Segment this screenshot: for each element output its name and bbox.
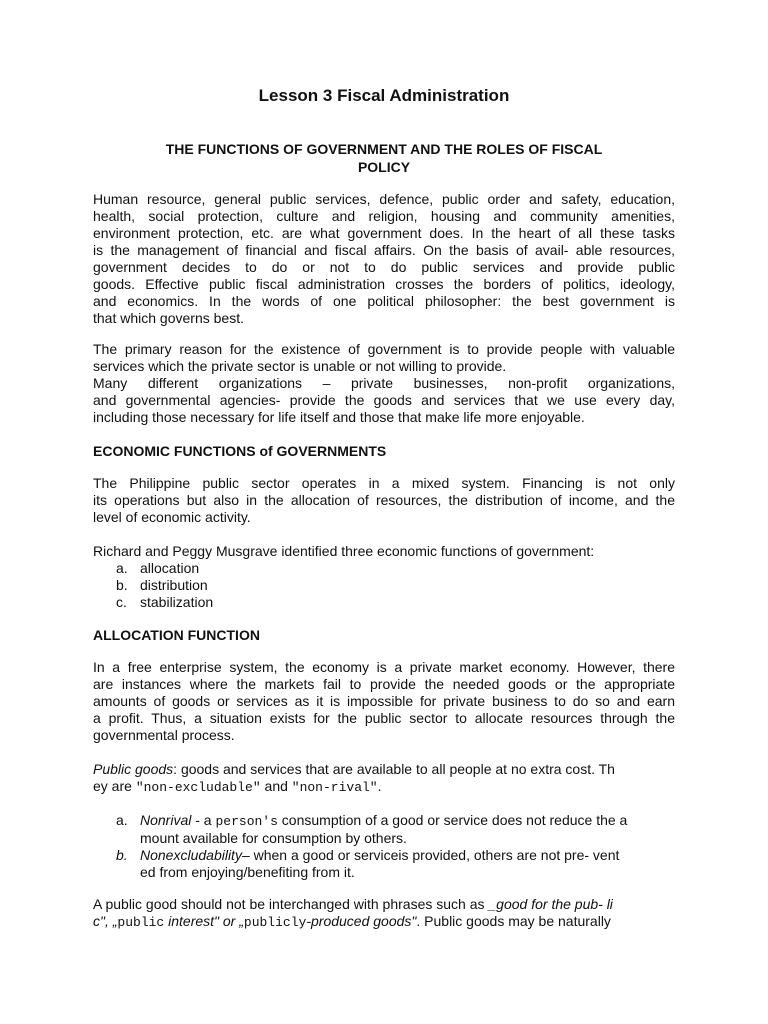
- paragraph-line: governmental process.: [93, 727, 235, 743]
- note-text-italic: -produced goods": [306, 913, 417, 929]
- term-public-goods: Public goods: [93, 761, 174, 777]
- definition-text: : goods and services that are available to all people at no extra cost. Th: [173, 761, 615, 777]
- note-text-italic: c", „: [93, 913, 118, 929]
- paragraph-line: The Philippine public sector operates in a mixed system. Financing is not only: [93, 475, 675, 491]
- list-marker: a.: [116, 812, 128, 828]
- definition-body: [140, 812, 627, 847]
- definitions-list: [116, 812, 676, 881]
- functions-list: [116, 560, 676, 611]
- paragraph-line: mount available for consumption by others.: [140, 830, 407, 846]
- paragraph-free-enterprise: [93, 659, 675, 744]
- paragraph-line: its operations but also in the allocation of resources, the distribution of income, and the: [93, 492, 675, 508]
- paragraph-line: including those necessary for life itself and those that make life more enjoyable.: [93, 409, 585, 425]
- paragraph-line: government decides to do or not to do public services and provide public: [93, 259, 675, 275]
- note-text-mono: public: [117, 915, 165, 930]
- paragraph-line: In a free enterprise system, the economy is a private market economy. However, there: [93, 659, 675, 675]
- paragraph-line: [140, 812, 627, 830]
- list-item: [116, 594, 676, 611]
- paragraph-line: ed from enjoying/benefiting from it.: [140, 864, 355, 880]
- paragraph-line: that which governs best.: [93, 310, 244, 326]
- paragraph-mixed-system: [93, 475, 675, 526]
- note-text: . Public goods may be naturally: [416, 913, 611, 929]
- paragraph-line: [93, 913, 675, 931]
- paragraph-line: [93, 761, 675, 778]
- list-item: [116, 812, 676, 847]
- paragraph-line: and economics. In the words of one political philosopher: the best government is: [93, 293, 675, 309]
- term-nonrival: Nonrival: [140, 812, 192, 828]
- paragraph-line: Human resource, general public services, defence, public order and safety, education,: [93, 191, 675, 207]
- subtitle-line: POLICY: [357, 159, 411, 175]
- note-text-italic: _good for the pub- li: [488, 896, 613, 912]
- document-title: Lesson 3 Fiscal Administration: [258, 86, 510, 105]
- definition-text: person's: [215, 814, 278, 829]
- definition-text: consumption of a good or service does not reduce the a: [277, 812, 628, 828]
- list-label: stabilization: [140, 594, 214, 610]
- paragraph-line: Many different organizations – private businesses, non-profit organizations,: [93, 375, 675, 391]
- section-subtitle: [130, 140, 638, 176]
- list-marker: a.: [116, 560, 128, 576]
- paragraph-line: health, social protection, culture and religion, housing and community amenities,: [93, 208, 675, 224]
- paragraph-musgrave: Richard and Peggy Musgrave identified three economic functions of government:: [93, 543, 595, 559]
- paragraph-line: The primary reason for the existence of government is to provide people with valuable: [93, 341, 675, 357]
- paragraph-line: goods. Effective public fiscal administration crosses the borders of politics, ideology,: [93, 276, 675, 292]
- list-label: allocation: [140, 560, 200, 576]
- conjunction-text: and: [260, 778, 292, 794]
- note-text: A public good should not be interchanged with phrases such as: [93, 896, 489, 912]
- paragraph-line: is the management of financial and fiscal affairs. On the basis of avail- able resources,: [93, 242, 675, 258]
- term-nonexcludability: Nonexcludability: [140, 847, 242, 863]
- list-label: distribution: [140, 577, 208, 593]
- definition-text: ey are: [93, 778, 136, 794]
- heading-allocation-function: ALLOCATION FUNCTION: [93, 627, 260, 643]
- paragraph-public-good-note: [93, 896, 675, 931]
- paragraph-line: environment protection, etc. are what government does. In the heart of all these tasks: [93, 225, 675, 241]
- paragraph-line: [140, 847, 619, 864]
- paragraph-line: services which the private sector is unable or not willing to provide.: [93, 358, 507, 374]
- paragraph-line: [93, 896, 675, 913]
- subtitle-line: THE FUNCTIONS OF GOVERNMENT AND THE ROLES OF FISCAL: [165, 141, 603, 157]
- punctuation: .: [377, 778, 382, 794]
- paragraph-intro: [93, 191, 675, 327]
- quoted-term: "non-excludable": [135, 780, 261, 795]
- note-text-italic: interest" or „: [164, 913, 244, 929]
- definition-text: - a: [191, 812, 216, 828]
- list-marker: b.: [116, 847, 128, 863]
- paragraph-line: are instances where the markets fail to provide the needed goods or the appropriate: [93, 676, 675, 692]
- definition-text: – when a good or serviceis provided, others are not pre- vent: [241, 847, 620, 863]
- list-item: [116, 577, 676, 594]
- list-marker: c.: [116, 594, 127, 610]
- paragraph-line: amounts of goods or services as it is impossible for private business to do so and earn: [93, 693, 675, 709]
- list-item: [116, 560, 676, 577]
- heading-economic-functions: ECONOMIC FUNCTIONS of GOVERNMENTS: [93, 443, 387, 459]
- paragraph-line: [93, 778, 675, 796]
- paragraph-purpose: [93, 341, 675, 426]
- paragraph-line: level of economic activity.: [93, 509, 251, 525]
- list-marker: b.: [116, 577, 128, 593]
- list-item: [116, 847, 676, 881]
- paragraph-public-goods: [93, 761, 675, 796]
- definition-body: [140, 847, 619, 881]
- quoted-term: "non-rival": [291, 780, 378, 795]
- note-text-mono: publicly: [243, 915, 307, 930]
- paragraph-line: a profit. Thus, a situation exists for the public sector to allocate resources through the: [93, 710, 675, 726]
- paragraph-line: and governmental agencies- provide the goods and services that we use every day,: [93, 392, 675, 408]
